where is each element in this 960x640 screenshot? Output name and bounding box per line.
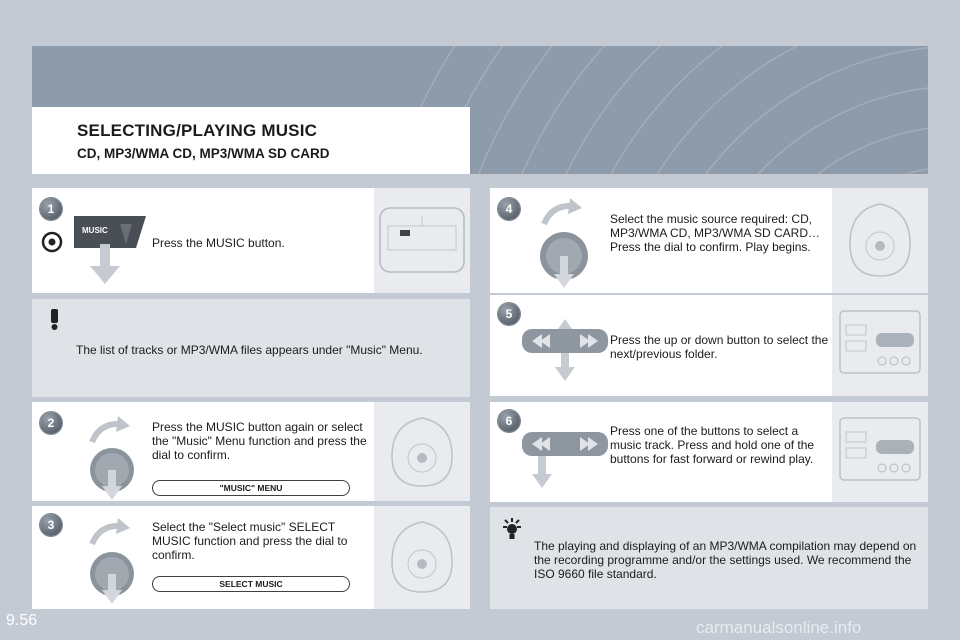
page-number: 9.56 bbox=[6, 612, 38, 629]
title-box bbox=[32, 107, 470, 174]
button-panel-thumbnail bbox=[832, 402, 928, 502]
step-5-badge: 5 bbox=[498, 303, 520, 325]
step-3-badge: 3 bbox=[40, 514, 62, 536]
radio-panel-thumbnail bbox=[374, 188, 470, 293]
step-6-panel bbox=[490, 402, 928, 502]
step-6-text: Press one of the buttons to select a music track. Press and hold one of the buttons for fast forward or rewind play. bbox=[610, 424, 815, 466]
step-5-text: Press the up or down button to select the next/previous folder. bbox=[610, 333, 829, 361]
step-3-panel bbox=[32, 506, 470, 609]
music-button-label: MUSIC bbox=[82, 226, 108, 235]
step-4-text: Select the music source required: CD, MP3/WMA CD, MP3/WMA SD CARD… Press the dial to confirm. Play begins. bbox=[610, 212, 821, 254]
select-music-pill: SELECT MUSIC bbox=[152, 576, 350, 592]
step-4-badge: 4 bbox=[498, 198, 520, 220]
step-1-text: Press the MUSIC button. bbox=[152, 236, 285, 250]
dial-illustration bbox=[84, 518, 148, 606]
warning-icon bbox=[44, 307, 66, 331]
dial-illustration bbox=[84, 416, 148, 500]
step-2-badge: 2 bbox=[40, 412, 62, 434]
page-subtitle: CD, MP3/WMA CD, MP3/WMA SD CARD bbox=[77, 146, 330, 161]
tip-text: The playing and displaying of an MP3/WMA compilation may depend on the recording programme and/or the settings used. We recommend the ISO 9660 file standard. bbox=[534, 539, 917, 581]
step-5-panel bbox=[490, 295, 928, 396]
tip-panel bbox=[490, 507, 928, 609]
step-6-badge: 6 bbox=[498, 410, 520, 432]
dial-illustration bbox=[536, 198, 600, 290]
watermark: carmanualsonline.info bbox=[696, 618, 862, 637]
radio-power-icon bbox=[40, 230, 64, 254]
note-panel bbox=[32, 299, 470, 397]
step-2-panel bbox=[32, 402, 470, 501]
step-1-panel bbox=[32, 188, 470, 293]
tip-bulb-icon bbox=[500, 517, 524, 541]
button-panel-thumbnail bbox=[832, 295, 928, 396]
step-1-badge: 1 bbox=[40, 198, 62, 220]
dial-thumbnail bbox=[832, 188, 928, 293]
music-button-illustration bbox=[72, 214, 152, 284]
step-2-text: Press the MUSIC button again or select the "Music" Menu function and press the dial to confirm. bbox=[152, 420, 367, 462]
up-down-button-illustration bbox=[520, 315, 612, 381]
note-text: The list of tracks or MP3/WMA files appears under "Music" Menu. bbox=[76, 343, 423, 357]
seek-button-illustration bbox=[520, 426, 612, 492]
step-3-text: Select the "Select music" SELECT MUSIC function and press the dial to confirm. bbox=[152, 520, 348, 562]
dial-thumbnail bbox=[374, 506, 470, 609]
page-title: SELECTING/PLAYING MUSIC bbox=[77, 121, 318, 140]
dial-thumbnail bbox=[374, 402, 470, 501]
music-menu-pill: "MUSIC" MENU bbox=[152, 480, 350, 496]
step-4-panel bbox=[490, 188, 928, 293]
